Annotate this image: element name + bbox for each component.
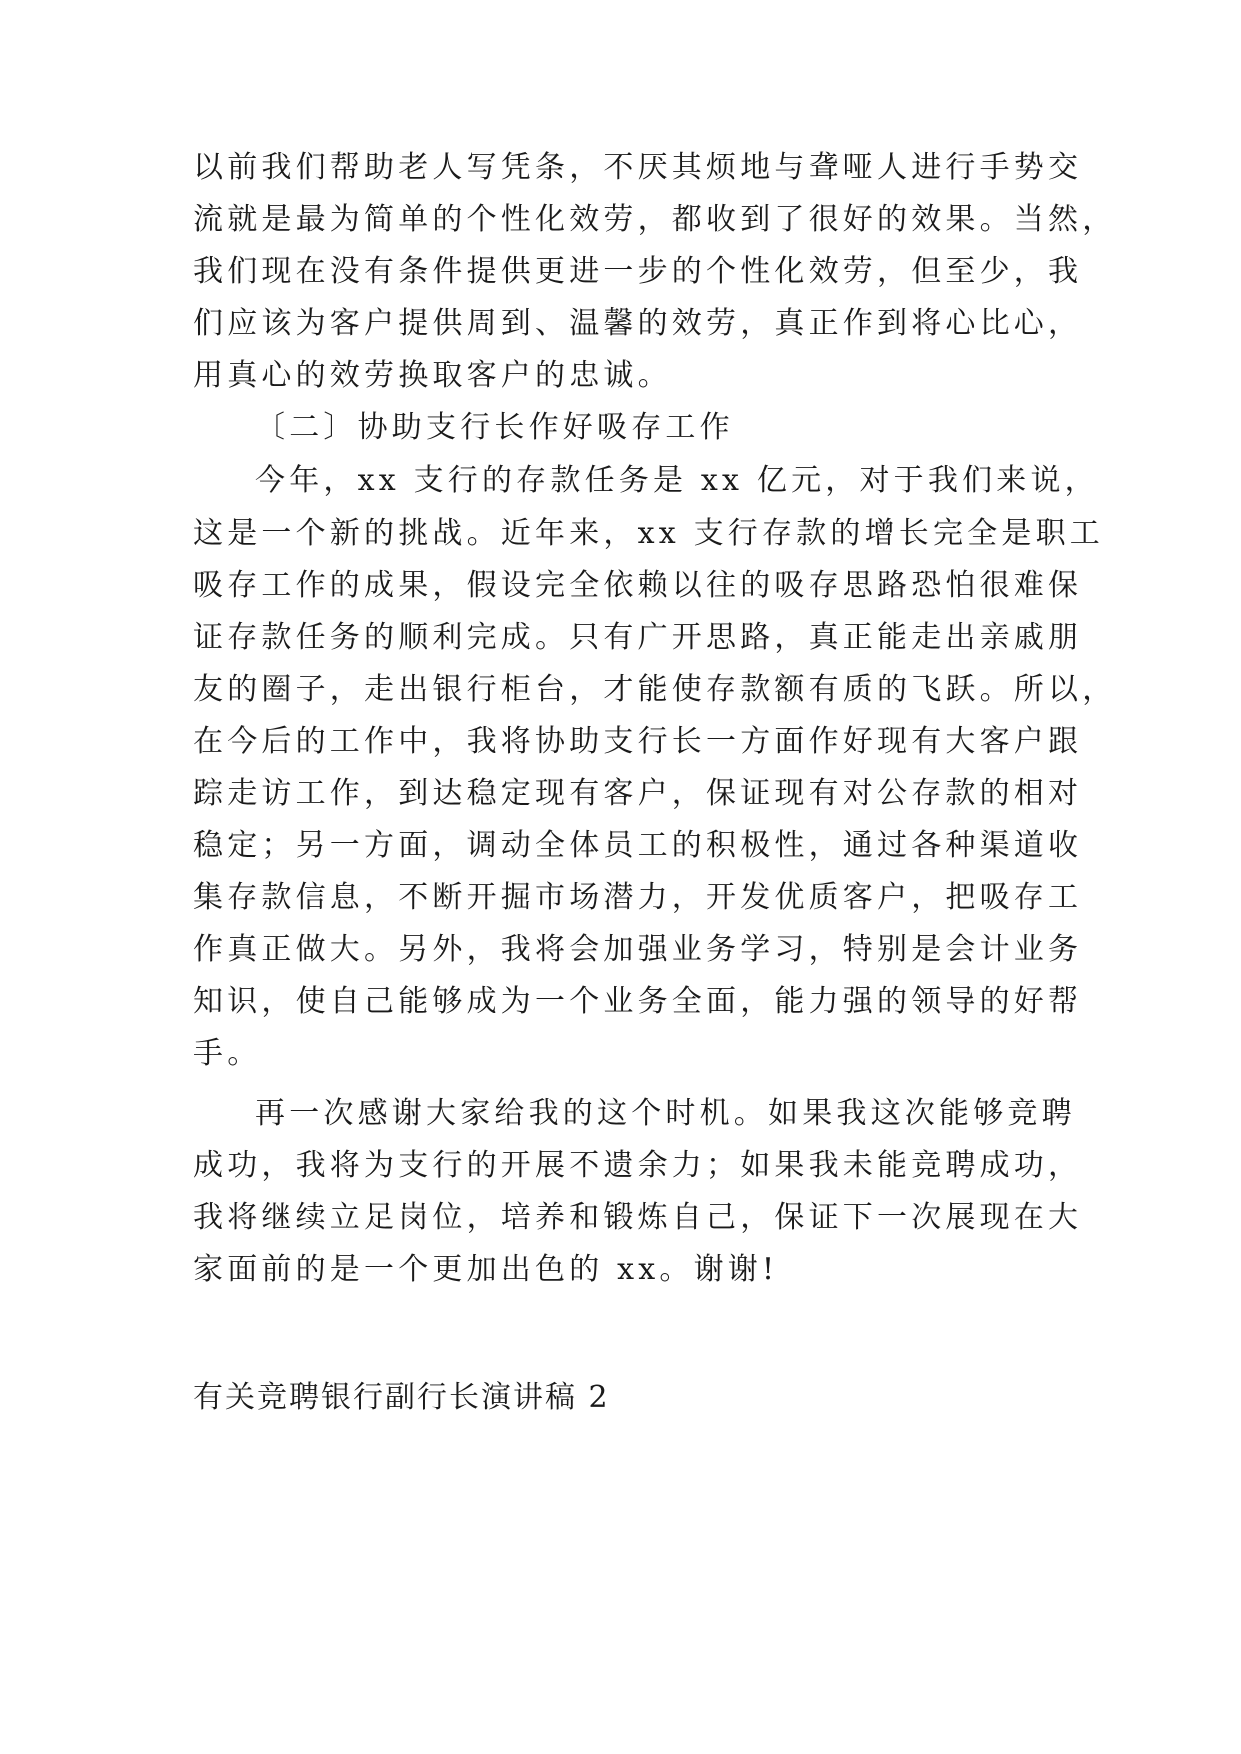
- paragraph-line: 吸存工作的成果，假设完全依赖以往的吸存思路恐怕很难保: [193, 568, 1083, 603]
- paragraph-line: 这是一个新的挑战。近年来，xx 支行存款的增长完全是职工: [193, 516, 1104, 551]
- paragraph-line: 流就是最为简单的个性化效劳，都收到了很好的效果。当然，: [193, 202, 1117, 237]
- paragraph-line: 我们现在没有条件提供更进一步的个性化效劳，但至少，我: [193, 254, 1083, 289]
- paragraph-line: 作真正做大。另外，我将会加强业务学习，特别是会计业务: [193, 932, 1083, 967]
- section-heading: 〔二〕协助支行长作好吸存工作: [255, 410, 734, 445]
- next-article-title: 有关竞聘银行副行长演讲稿 2: [193, 1380, 610, 1415]
- paragraph-line: 知识，使自己能够成为一个业务全面，能力强的领导的好帮: [193, 984, 1083, 1019]
- paragraph-line: 集存款信息，不断开掘市场潜力，开发优质客户，把吸存工: [193, 880, 1083, 915]
- paragraph-line: 家面前的是一个更加出色的 xx。谢谢!: [193, 1252, 779, 1287]
- paragraph-line: 在今后的工作中，我将协助支行长一方面作好现有大客户跟: [193, 724, 1083, 759]
- paragraph-line: 成功，我将为支行的开展不遗余力；如果我未能竞聘成功，: [193, 1148, 1083, 1183]
- paragraph-line: 们应该为客户提供周到、温馨的效劳，真正作到将心比心，: [193, 306, 1083, 341]
- paragraph-line: 今年，xx 支行的存款任务是 xx 亿元，对于我们来说，: [255, 463, 1099, 498]
- paragraph-line: 手。: [193, 1036, 262, 1071]
- paragraph-line: 再一次感谢大家给我的这个时机。如果我这次能够竞聘: [255, 1096, 1076, 1131]
- paragraph-line: 稳定；另一方面，调动全体员工的积极性，通过各种渠道收: [193, 828, 1083, 863]
- paragraph-line: 踪走访工作，到达稳定现有客户，保证现有对公存款的相对: [193, 776, 1083, 811]
- paragraph-line: 以前我们帮助老人写凭条，不厌其烦地与聋哑人进行手势交: [193, 150, 1083, 185]
- paragraph-line: 我将继续立足岗位，培养和锻炼自己，保证下一次展现在大: [193, 1200, 1083, 1235]
- paragraph-line: 证存款任务的顺利完成。只有广开思路，真正能走出亲戚朋: [193, 620, 1083, 655]
- paragraph-line: 用真心的效劳换取客户的忠诚。: [193, 358, 672, 393]
- paragraph-line: 友的圈子，走出银行柜台，才能使存款额有质的飞跃。所以，: [193, 672, 1117, 707]
